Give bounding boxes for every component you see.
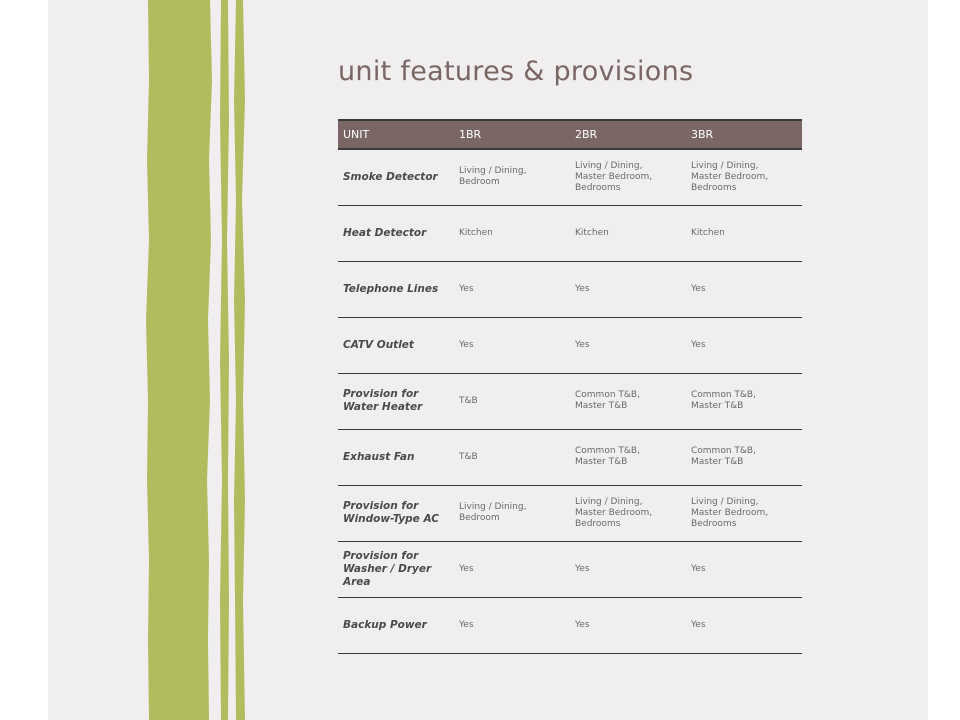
cell-2br: Yes [570, 597, 686, 653]
feature-name: Smoke Detector [338, 149, 454, 205]
features-table [338, 119, 802, 654]
table-row [338, 373, 802, 429]
cell-3br: Common T&B, Master T&B [686, 429, 802, 485]
cell-2br: Yes [570, 541, 686, 597]
table-row [338, 317, 802, 373]
cell-1br: Living / Dining, Bedroom [454, 485, 570, 541]
feature-name: Backup Power [338, 597, 454, 653]
thin-green-stripe-right [234, 0, 245, 720]
cell-1br: T&B [454, 373, 570, 429]
feature-name: Heat Detector [338, 205, 454, 261]
cell-2br: Common T&B, Master T&B [570, 429, 686, 485]
feature-name: CATV Outlet [338, 317, 454, 373]
cell-2br: Living / Dining, Master Bedroom, Bedrooms [570, 149, 686, 205]
column-header-2br: 2BR [570, 120, 686, 149]
table-row [338, 149, 802, 205]
cell-3br: Common T&B, Master T&B [686, 373, 802, 429]
cell-1br: Living / Dining, Bedroom [454, 149, 570, 205]
table-row [338, 205, 802, 261]
table-row [338, 597, 802, 653]
cell-3br: Yes [686, 317, 802, 373]
thin-green-stripe-left [220, 0, 229, 720]
table-row [338, 485, 802, 541]
cell-1br: Yes [454, 541, 570, 597]
cell-1br: Yes [454, 597, 570, 653]
feature-name: Exhaust Fan [338, 429, 454, 485]
cell-3br: Living / Dining, Master Bedroom, Bedrooms [686, 149, 802, 205]
table-header-row [338, 120, 802, 149]
table-row [338, 261, 802, 317]
column-header-unit: UNIT [338, 120, 454, 149]
cell-3br: Yes [686, 261, 802, 317]
cell-3br: Yes [686, 597, 802, 653]
feature-name: Provision for Window-Type AC [338, 485, 454, 541]
feature-name: Provision for Washer / Dryer Area [338, 541, 454, 597]
page-title: unit features & provisions [338, 56, 694, 87]
column-header-1br: 1BR [454, 120, 570, 149]
cell-3br: Living / Dining, Master Bedroom, Bedrooms [686, 485, 802, 541]
cell-2br: Kitchen [570, 205, 686, 261]
cell-2br: Living / Dining, Master Bedroom, Bedrooms [570, 485, 686, 541]
cell-1br: Kitchen [454, 205, 570, 261]
table-row [338, 541, 802, 597]
cell-1br: T&B [454, 429, 570, 485]
slide [48, 0, 928, 720]
wide-green-stripe [146, 0, 212, 720]
cell-1br: Yes [454, 261, 570, 317]
column-header-3br: 3BR [686, 120, 802, 149]
cell-3br: Kitchen [686, 205, 802, 261]
cell-2br: Yes [570, 261, 686, 317]
cell-2br: Yes [570, 317, 686, 373]
feature-name: Telephone Lines [338, 261, 454, 317]
cell-2br: Common T&B, Master T&B [570, 373, 686, 429]
cell-1br: Yes [454, 317, 570, 373]
feature-name: Provision for Water Heater [338, 373, 454, 429]
table-row [338, 429, 802, 485]
cell-3br: Yes [686, 541, 802, 597]
